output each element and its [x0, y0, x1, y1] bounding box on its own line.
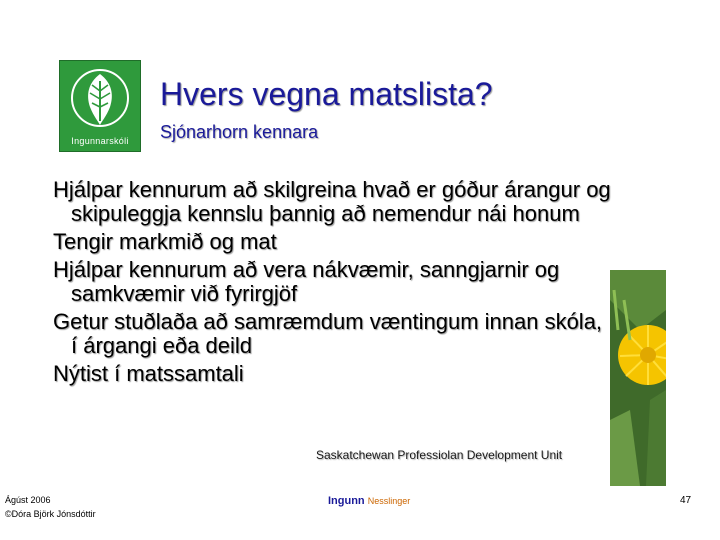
school-logo	[59, 60, 141, 152]
slide-title: Hvers vegna matslista?	[160, 76, 493, 112]
brand-name: Ingunn	[328, 495, 365, 507]
brand-tagline: Nesslinger	[367, 496, 411, 506]
footer-brand	[328, 495, 410, 507]
footer-date: Ágúst 2006	[5, 495, 51, 505]
source-credit: Saskatchewan Professiolan Development Unit	[316, 448, 563, 462]
logo-label: Ingunnarskóli	[71, 136, 129, 146]
slide-subtitle: Sjónarhorn kennara	[160, 122, 319, 142]
bullet-item: Nýtist í matssamtali	[53, 361, 244, 386]
bullet-item: Tengir markmið og mat	[53, 229, 277, 254]
bullet-item: Hjálpar kennurum að skilgreina hvað er góður árangur og skipuleggja kennslu þannig að nemendur nái honum	[53, 177, 611, 226]
page-number: 47	[680, 495, 692, 506]
footer-author: ©Dóra Björk Jónsdóttir	[5, 509, 96, 519]
bullet-item: Getur stuðlaða að samræmdum væntingum innan skóla, í árgangi eða deild	[53, 309, 603, 358]
bullet-item: Hjálpar kennurum að vera nákvæmir, sanngjarnir og samkvæmir við fyrirgjöf	[53, 257, 560, 306]
bullet-list	[53, 178, 613, 386]
dandelion-photo	[610, 270, 666, 486]
